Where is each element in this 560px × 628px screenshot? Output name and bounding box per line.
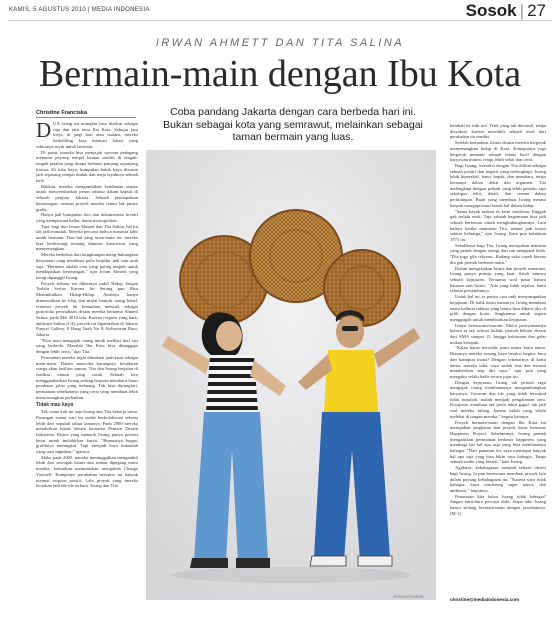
pull-quote: Coba pandang Jakarta dengan cara berbeda hari ini. Bukan sebagai kota yang semrawut, melainkan sebagai taman bermain yang luas. <box>163 106 423 143</box>
drop-cap: D <box>36 121 52 142</box>
paragraph: Tak cuma kali ini saja Iwang dan Tita bekerja sama. Pasangan suami istri ini sudah berkolaborasi selama lebih dari sepuluh tahun lamanya. Pada 2000 mereka mendirikan bisnis desain bernama Pemain Desain Indonesia. Bisnis yang menarik Iwang punya potensi besar untuk melahirkan karya. "Rumusnya bagus, grafiknya meningkat. Tapi menjadi kaya bukanlah yang saya inginkan," ujarnya. <box>36 409 138 455</box>
paragraph: kembali ke titik nol. Tetik yang tak diwasuli, tetapi disyukuri karena mewakili sebuah awal dari perubahan itu sendiri. <box>450 123 546 140</box>
author-email: christine@mediaindonesia.com <box>450 597 520 602</box>
photo-illustration <box>146 150 436 600</box>
paragraph: Proyek bermain-main dengan Ibu Kota ini merupakan rangkaian dari proyek besar bernama Happiness Project. Sebelumnya, Iwang pernah mengadakan permainan berbasis happiness yang membagi hal hal apa saja yang bisa membuatnya bahagia. "Dari pameran itu, saya mendapat banyak hal apa saja yang bisa bikin saya bahagia. Tanpa sebuah usaha yang berarti," kata Iwang. <box>450 419 546 465</box>
paragraph: Sebaliknya bagi Tita, Iwang merupakan manusia yang penuh dengan energi dan tak mengenal lelah. "Dia juga gila rekreasi. Kadang suka capek karena dia gak pernah berhenti mikir." <box>450 242 546 265</box>
paragraph: Permainan mereka ingin dimaknai jauh-jauh sebagai main-main. Dalam mencoba kurangnya kesadaran warga akan fasilitas umum, Tita dan Iwang berjalan di fasilitas umum yang rusak. Sebuah foto menggambarkan Iwang sedang berpose membaca batas pembatas jalan yang terbuang. Tak bisa dipungkiri, permainan sebelumnya yang ceria yang membuat lebih menyenangkan perbaikan. <box>36 354 138 400</box>
masthead-section <box>466 1 546 21</box>
paragraph: "Sama kayak makan es krim sendirian. Enggak gak terlalu enak. Tapi sebuah bagaimana bisa jadi sebuah berteman untuk menghubungkannya. Lain halnya ketika mamaran Tita, semua jadi terasa sekitar keluarga," ujar Iwang. Kata pria kelahiran 1975 itu. <box>450 208 546 243</box>
paragraph: Dalam mengerjakan bisnis dan proyek semacam, Iwang punya prinsip yang kuat. Salah satunya sebuah kejujuran. Terutama soal pasar bahwa batasan atas bisnis. "Ada yang tidak sejalan, kami rahasia persembunya. <box>450 265 546 294</box>
byline: Christine Franciska <box>36 110 88 116</box>
article-column-2 <box>450 123 546 593</box>
lead-paragraph <box>36 121 138 150</box>
paragraph: Maka pada 2005, mereka meninggalkan mengambil lebih dari setengah bisnis dan semua dipegang mitra mereka, kemudian memutuskan mengubah Change Yourself. Kampanye perubahan bersama ini banyak menuai respons positif. Lalu proyek yang mereka kerjakan jadi ide-ide terbaru. Iwang dan Tita <box>36 454 138 489</box>
paragraph: "Kalau harus bersalah, pasti minta kartu nama. Biasanya mereka senang kaya beraksi begitu, baca dan kamipun mana? Dengan sebenarnya di kartu nama, mereka tahu, saya sudah lesa dan merasa memberikan siap diri saya," ujar pria yang mengaku selalu hadir secara jujur itu. <box>450 345 546 379</box>
section-separator: | <box>519 1 525 20</box>
feature-photo <box>146 150 436 600</box>
page-number: 27 <box>527 1 546 20</box>
section-name: Sosok <box>465 1 517 20</box>
paragraph-text: UA orang ini mungkin bisa disebut sebagai raja dan ratu tawa Ibu Kota. Sekujur jam kerja, di pagi hari atau malam, mereka berkeliling kota mencari lokasi yang sekiranya asyik untuk bermain. <box>36 121 138 149</box>
paragraph: Penasaran kita kalau Iwang tidak bahagia? Jangan buru-buru percaya dulu. Siapa tahu Iwang hanya sedang bermain-main dengan jawabannya. (M-1) <box>450 493 546 516</box>
paragraph: Isinya bermacam-macam. Mulai pernyataannya bahwa ia tak selesai kuliah, pernah belajar desain dari SMA sampai 15, hingga kebiasaan dan gelar makan kerupuk. <box>450 322 546 345</box>
paragraph: Agaknya, kebahagiaan menjadi sebuah obsesi bagi Iwang. Ia pun berencana membuat proyek lain dalam payung kebahagiaan itu. "Karena saya tidak bahagia. Saya cenderung super narsis, dan ambisius," lanjutnya. <box>450 465 546 493</box>
photo-credit: REPRO/ISTIMEWA <box>393 595 424 599</box>
paragraph: Untuk hal ini, ia punya cara unik menyampaikan kejujuran. Di balik kartu namanya, Iwang membuat enam kalimat rahasia yang hanya bisa dibaca jika di pilih dengan kotor. Singkatnya untuk segera menggugah untuk membuatkan kejujuran. <box>450 294 546 322</box>
kicker: IRWAN AHMETT DAN TITA SALINA <box>155 37 405 49</box>
paragraph: Tapi, bagi duo Irwan Ahmett dan Tita Salina, hal itu tak jadi masalah. Mereka percaya bahwa manusia lahir untuk bermain. Dari hal yang main-main itu, mereka bisa berbincang tentang dimensi kreativitas yang menyenangkan. <box>36 223 138 252</box>
article-column-1 <box>36 121 138 591</box>
paragraph: Di pasar, mereka bisa menjajah sayuran pedagang memutar payung tempel buatan sendiri di tengah-tengah pejalan yang disapa berbaris panjang sepanjang trotoar. Di toko kaya, kumpulan balok kayu disusun jadi sepasang tempat duduk dan meja layaknya sebuah kafe. <box>36 149 138 184</box>
paragraph: "Kita mau mengajak orang untuk melihat dari sisi yang berbeda. Masalah Ibu Kota bisa ditanggapi dengan lebih ceria," ujar Tita. <box>36 337 138 355</box>
paragraph: Bagi Iwang, interaksi dengan Tita dilihat sebagai sebuah positif dan negatif yang melengkapi. Iwang lebih hiperaktif, banci bapak, dan membara, tetapi kerasnya dalam debat dan argumen. Tita melengkapi dengan pribadi yang lebih pemalu, tapi sekaligus teliti, detail, dan cermat dalam perhitungan. Buah yang membuat Iwang merasa banyak mengaprosiasi bisnis hal dalam hidup. <box>450 162 546 208</box>
subheading: Tidak mau kaya <box>36 402 74 409</box>
byline-rule <box>36 117 136 118</box>
paragraph: Hanya jadi kumpulan foto dan dokumentasi kreatif yang mempesona kalbu, dunia metropolitan. <box>36 212 138 223</box>
headline: Bermain-main dengan Ibu Kota <box>38 53 522 95</box>
top-rule <box>8 20 552 21</box>
paragraph: Dengan kejujuran, Iwang tak pernah ragu mengajak orang membantunya mengembangkan karyanya. Tawaran dan ide yang tidak terwujud tidak masalah, malah menjadi pengalaman seru. Kejujuran membuat tak perlu takut gagal, tak jadi soal mereka bilang, karena itulah yang selalu melekat di tangan mereka," begitu katanya. <box>450 379 546 419</box>
paragraph: Mereka berbekas dari kungkungan meng-hubungkan kenyataan yang membuat polis berpikir jadi satu arah saja. "Bermain adalah cara yang paling ampuh untuk mendapatkan kesenangan," ujar Irwan Ahmett yang kerap dipanggil Iwang. <box>36 252 138 280</box>
masthead-date-publication: KAMIS, 5 AGUSTUS 2010 | MEDIA INDONESIA <box>9 7 150 13</box>
paragraph: Proyek terbaru ini diberinya judul Hidup Jangan Terlalu Serius Karena Itu Serang pun Bisa Menimbulkan Hidup-Hidup. Awalnya hanya dimunculkan ke blog dan mulai banyak orang kenal, rentetan proyek ini kemudian menarik sebagai portofolio perusahaan desain mereka bernama Ahmett Salina, pada Mei 2010 lalu. Karena respons yang baik, akhirnya Salina (1/4), proyek ini dipamerkan di Jakarta Punyai Gallery, 8 Hang Tuah No 9, Kebayoran Baru, Jakarta. <box>36 280 138 338</box>
paragraph: Setelah kemudian, bisnis desain mereka bergerak menyenangkan hidup di Kota. Kemapanya juga bergerak menanti sebuah bisnis kecil dengan karyawan minim, tetapi lebih sehat dan ceria. <box>450 140 546 163</box>
paragraph: Bahkan, mereka mengumbikan kendaraan umum untuk menyemburkan pesan rahasia dalam kapsul di seluruh penjuru Jakarta. Sebuah pendapatkan kesenangan, semuat proyek mereka temui lak punya grafis. <box>36 183 138 212</box>
